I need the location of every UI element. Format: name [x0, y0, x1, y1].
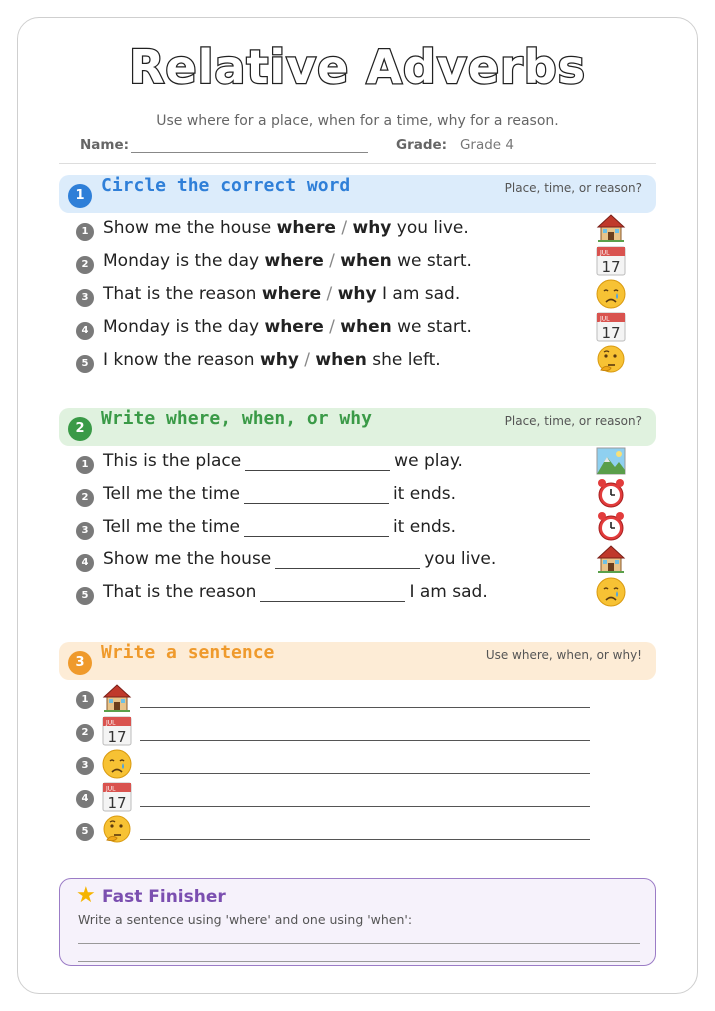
item-number: 2	[76, 489, 94, 507]
house-icon	[594, 212, 628, 246]
sentence-start: Tell me the time	[103, 484, 240, 504]
sentence-start: Show me the house	[103, 218, 277, 238]
section-1-number: 1	[68, 184, 92, 208]
name-blank[interactable]	[131, 139, 368, 153]
sentence-writing-line[interactable]	[140, 806, 590, 807]
item-number: 4	[76, 554, 94, 572]
svg-text:17: 17	[107, 728, 127, 746]
option-2[interactable]: when	[340, 317, 392, 337]
option-separator: /	[321, 284, 338, 304]
sentence	[103, 350, 441, 370]
answer-blank[interactable]	[244, 487, 389, 504]
sentence-end: you live.	[391, 218, 469, 238]
item-number: 5	[76, 355, 94, 373]
sentence	[103, 317, 472, 337]
option-1[interactable]: where	[264, 317, 324, 337]
sentence-end: it ends.	[392, 517, 457, 537]
item-number: 1	[76, 456, 94, 474]
section-3-header	[59, 642, 656, 680]
sentence	[103, 251, 472, 271]
svg-text:JUL: JUL	[106, 719, 116, 727]
option-1[interactable]: where	[264, 251, 324, 271]
option-1[interactable]: where	[261, 284, 322, 304]
svg-text:JUL: JUL	[600, 249, 610, 257]
fast-finisher-line-2[interactable]	[78, 961, 640, 962]
item-number: 5	[76, 823, 94, 841]
house-icon	[100, 682, 134, 716]
sentence-end: we start.	[391, 251, 472, 271]
svg-text:JUL: JUL	[106, 785, 116, 793]
option-separator: /	[335, 218, 353, 238]
sentence-end: she left.	[366, 350, 441, 370]
fast-finisher-line-1[interactable]	[78, 943, 640, 944]
svg-text:17: 17	[601, 258, 621, 276]
sentence	[103, 549, 496, 569]
sentence-start: Tell me the time	[103, 517, 240, 537]
thinking-face-icon	[100, 814, 134, 848]
grade-value: Grade 4	[459, 137, 514, 153]
fast-finisher-box	[59, 878, 656, 966]
answer-blank[interactable]	[275, 552, 420, 569]
item-number: 1	[76, 691, 94, 709]
sentence-start: Monday is the day	[103, 317, 265, 337]
star-icon: ★	[76, 883, 96, 908]
section-1-header	[59, 175, 656, 213]
sentence-writing-line[interactable]	[140, 839, 590, 840]
sentence-start: I know the reason	[103, 350, 260, 370]
sentence-end: I am sad.	[409, 582, 488, 602]
sentence	[103, 284, 460, 304]
option-1[interactable]: why	[259, 350, 299, 370]
fast-finisher-instruction: Write a sentence using 'where' and one using 'when':	[78, 912, 413, 927]
option-2[interactable]: why	[337, 284, 377, 304]
sentence-writing-line[interactable]	[140, 740, 590, 741]
house-icon	[594, 543, 628, 577]
calendar-icon	[100, 715, 134, 749]
alarm-clock-icon	[594, 511, 628, 545]
section-3-title: Write a sentence	[101, 642, 275, 663]
alarm-clock-icon	[594, 478, 628, 512]
grade-field	[396, 137, 514, 153]
item-number: 3	[76, 289, 94, 307]
item-number: 3	[76, 522, 94, 540]
item-number: 2	[76, 256, 94, 274]
option-separator: /	[323, 317, 341, 337]
sentence-writing-line[interactable]	[140, 773, 590, 774]
sentence-start: Monday is the day	[103, 251, 265, 271]
sentence-end: I am sad.	[376, 284, 461, 304]
name-field[interactable]	[80, 137, 368, 153]
svg-text:17: 17	[601, 324, 621, 342]
sentence	[103, 451, 463, 471]
answer-blank[interactable]	[244, 520, 389, 537]
item-number: 3	[76, 757, 94, 775]
name-label: Name:	[80, 137, 130, 153]
worksheet-title: Relative Adverbs	[128, 40, 587, 94]
section-3-hint: Use where, when, or why!	[485, 648, 642, 662]
crying-face-icon	[100, 748, 134, 782]
landscape-icon	[594, 445, 628, 479]
sentence-start: That is the reason	[103, 284, 262, 304]
section-2-title: Write where, when, or why	[101, 408, 372, 429]
sentence-end: it ends.	[392, 484, 457, 504]
item-number: 4	[76, 790, 94, 808]
item-number: 4	[76, 322, 94, 340]
calendar-icon	[594, 311, 628, 345]
crying-face-icon	[594, 278, 628, 312]
item-number: 5	[76, 587, 94, 605]
grade-label: Grade:	[396, 137, 448, 153]
option-separator: /	[323, 251, 341, 271]
sentence	[103, 517, 456, 537]
fast-finisher-title: Fast Finisher	[102, 887, 226, 907]
thinking-face-icon	[594, 344, 628, 378]
option-2[interactable]: when	[315, 350, 367, 370]
option-separator: /	[298, 350, 316, 370]
option-1[interactable]: where	[276, 218, 336, 238]
svg-text:17: 17	[107, 794, 127, 812]
item-number: 1	[76, 223, 94, 241]
answer-blank[interactable]	[245, 454, 390, 471]
sentence-end: we start.	[391, 317, 472, 337]
sentence-end: you live.	[424, 549, 497, 569]
sentence-start: Show me the house	[103, 549, 272, 569]
calendar-icon	[594, 245, 628, 279]
section-2-number: 2	[68, 417, 92, 441]
sentence	[103, 218, 469, 238]
calendar-icon	[100, 781, 134, 815]
option-2[interactable]: when	[340, 251, 392, 271]
option-2[interactable]: why	[352, 218, 392, 238]
item-number: 2	[76, 724, 94, 742]
worksheet-subtitle: Use where for a place, when for a time, why for a reason.	[156, 113, 559, 129]
sentence-start: This is the place	[103, 451, 242, 471]
svg-text:JUL: JUL	[600, 315, 610, 323]
sentence	[103, 484, 456, 504]
section-1-title: Circle the correct word	[101, 175, 351, 196]
sentence	[103, 582, 488, 602]
sentence-end: we play.	[394, 451, 463, 471]
sentence-start: That is the reason	[103, 582, 257, 602]
sentence-writing-line[interactable]	[140, 707, 590, 708]
section-3-number: 3	[68, 651, 92, 675]
section-2-hint: Place, time, or reason?	[504, 414, 642, 428]
crying-face-icon	[594, 576, 628, 610]
section-2-header	[59, 408, 656, 446]
header-divider	[59, 163, 656, 164]
section-1-hint: Place, time, or reason?	[504, 181, 642, 195]
answer-blank[interactable]	[260, 585, 405, 602]
